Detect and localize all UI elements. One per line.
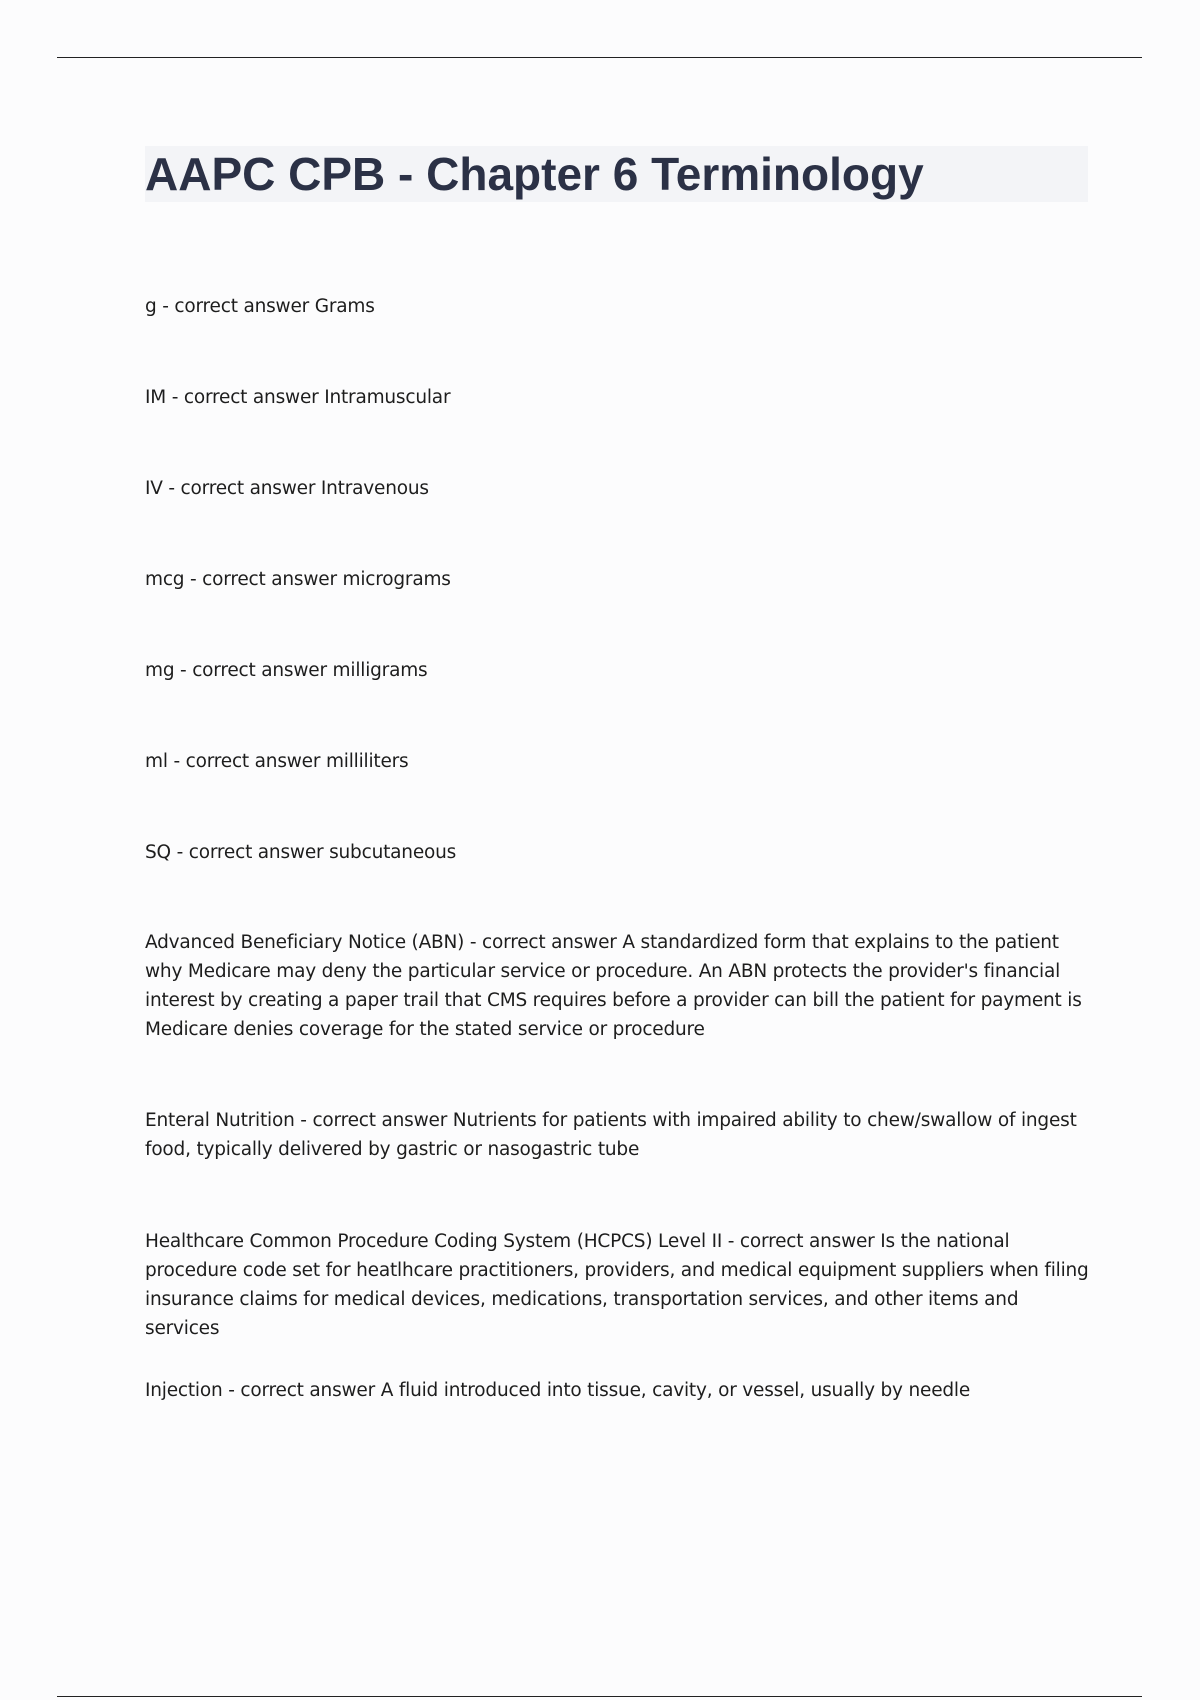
term-entry-enteral-nutrition: Enteral Nutrition - correct answer Nutrients for patients with impaired ability to chew/swallow of ingest food, typically delivered by gastric or nasogastric tube: [145, 1110, 1077, 1160]
term-entry-hcpcs: Healthcare Common Procedure Coding System (HCPCS) Level II - correct answer Is the national procedure code set for heatlhcare practitioners, providers, and medical equipment suppliers when filing insurance claims for medical devices, medications, transportation services, and other items and services: [145, 1231, 1089, 1339]
term-entry-mcg: mcg - correct answer micrograms: [145, 569, 451, 590]
term-entry-g: g - correct answer Grams: [145, 296, 375, 317]
term-entry-ml: ml - correct answer milliliters: [145, 751, 409, 772]
term-entry-injection: Injection - correct answer A fluid introduced into tissue, cavity, or vessel, usually by needle: [145, 1380, 971, 1401]
term-entry-iv: IV - correct answer Intravenous: [145, 478, 429, 499]
term-entry-sq: SQ - correct answer subcutaneous: [145, 842, 457, 863]
term-entry-mg: mg - correct answer milligrams: [145, 660, 428, 681]
top-rule: [57, 57, 1142, 58]
bottom-rule: [57, 1696, 1142, 1697]
title-bar: [145, 146, 1088, 202]
term-entry-abn: Advanced Beneficiary Notice (ABN) - correct answer A standardized form that explains to the patient why Medicare may deny the particular service or procedure. An ABN protects the provider's financial interest by creating a paper trail that CMS requires before a provider can bill the patient for payment is Medicare denies coverage for the stated service or procedure: [145, 932, 1082, 1040]
term-entry-im: IM - correct answer Intramuscular: [145, 387, 451, 408]
page-title: AAPC CPB - Chapter 6 Terminology: [145, 148, 924, 200]
